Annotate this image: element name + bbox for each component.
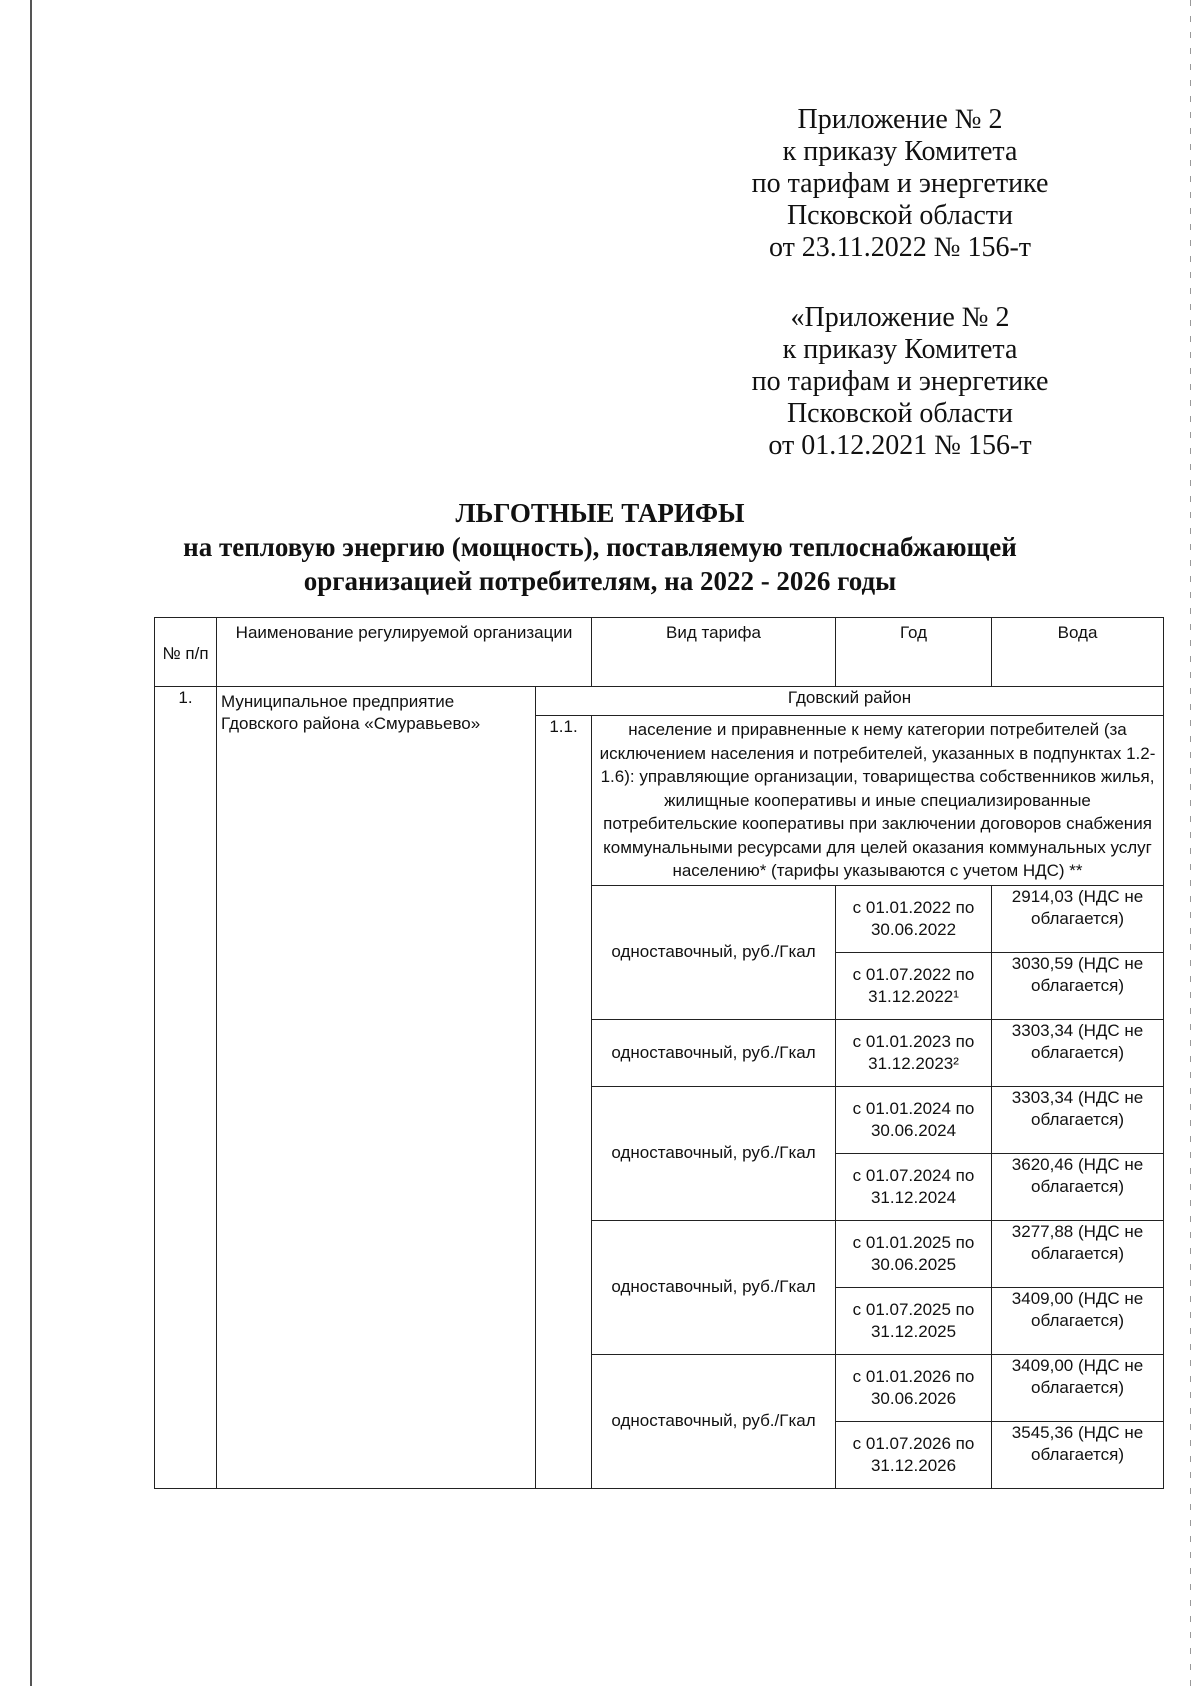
appendix-header-previous — [700, 302, 1100, 462]
water-value-cell: 3409,00 (НДС не облагается) — [992, 1287, 1164, 1354]
sub-row-number: 1.1. — [536, 716, 592, 1489]
column-header-tariff-type: Вид тарифа — [592, 618, 836, 687]
tariff-table — [154, 617, 1164, 1489]
header-line: к приказу Комитета — [782, 334, 1018, 365]
header-line: к приказу Комитета — [782, 136, 1018, 167]
scan-right-edge-line — [1190, 0, 1191, 1686]
water-value-cell: 3620,46 (НДС не облагается) — [992, 1153, 1164, 1220]
column-header-year: Год — [836, 618, 992, 687]
tariff-type-cell: одноставочный, руб./Гкал — [592, 885, 836, 1019]
column-header-water: Вода — [992, 618, 1164, 687]
period-cell: с 01.01.2024 по 30.06.2024 — [836, 1086, 992, 1153]
water-value-cell: 3545,36 (НДС не облагается) — [992, 1421, 1164, 1488]
consumer-category: население и приравненные к нему категории потребителей (за исключением населения и потребителей, указанных в подпунктах 1.2-1.6): управляющие организации, товарищества собственников жилья, жилищные кооперативы и иные специализированные потребительские кооперативы при заключении договоров снабжения коммунальными ресурсами для целей оказания коммунальных услуг населению* (тарифы указываются с учетом НДС) ** — [592, 716, 1164, 886]
column-header-number: № п/п — [155, 618, 217, 687]
row-number: 1. — [155, 687, 217, 1489]
title-line: ЛЬГОТНЫЕ ТАРИФЫ — [455, 498, 745, 528]
header-line: Псковской области — [786, 398, 1014, 429]
column-header-organization: Наименование регулируемой организации — [217, 618, 592, 687]
water-value-cell: 3409,00 (НДС не облагается) — [992, 1354, 1164, 1421]
period-cell: с 01.07.2026 по 31.12.2026 — [836, 1421, 992, 1488]
period-cell: с 01.01.2026 по 30.06.2026 — [836, 1354, 992, 1421]
period-cell: с 01.01.2025 по 30.06.2025 — [836, 1220, 992, 1287]
period-cell: с 01.01.2023 по 31.12.2023² — [836, 1019, 992, 1086]
tariff-type-cell: одноставочный, руб./Гкал — [592, 1019, 836, 1086]
scan-left-edge-line — [30, 0, 32, 1686]
period-cell: с 01.07.2022 по 31.12.2022¹ — [836, 952, 992, 1019]
tariff-type-cell: одноставочный, руб./Гкал — [592, 1354, 836, 1488]
region-name: Гдовский район — [536, 687, 1164, 716]
organization-name: Муниципальное предприятие Гдовского района «Смуравьево» — [217, 687, 536, 1489]
water-value-cell: 3303,34 (НДС не облагается) — [992, 1086, 1164, 1153]
document-title — [100, 496, 1100, 598]
water-value-cell: 3303,34 (НДС не облагается) — [992, 1019, 1164, 1086]
tariff-type-cell: одноставочный, руб./Гкал — [592, 1086, 836, 1220]
period-cell: с 01.07.2025 по 31.12.2025 — [836, 1287, 992, 1354]
header-line: по тарифам и энергетике — [751, 168, 1049, 199]
table-row — [155, 687, 1164, 716]
tariff-type-cell: одноставочный, руб./Гкал — [592, 1220, 836, 1354]
header-line: Приложение № 2 — [797, 104, 1003, 135]
water-value-cell: 3030,59 (НДС не облагается) — [992, 952, 1164, 1019]
title-line: на тепловую энергию (мощность), поставляемую теплоснабжающей — [183, 532, 1017, 562]
title-line: организацией потребителям, на 2022 - 2026 годы — [303, 566, 897, 596]
header-line: по тарифам и энергетике — [751, 366, 1049, 397]
period-cell: с 01.01.2022 по 30.06.2022 — [836, 885, 992, 952]
appendix-header-current — [700, 104, 1100, 264]
header-line: от 23.11.2022 № 156-т — [768, 232, 1032, 263]
water-value-cell: 3277,88 (НДС не облагается) — [992, 1220, 1164, 1287]
table-header-row — [155, 618, 1164, 687]
water-value-cell: 2914,03 (НДС не облагается) — [992, 885, 1164, 952]
header-line: Псковской области — [786, 200, 1014, 231]
header-line: «Приложение № 2 — [790, 302, 1010, 333]
period-cell: с 01.07.2024 по 31.12.2024 — [836, 1153, 992, 1220]
header-line: от 01.12.2021 № 156-т — [768, 430, 1032, 461]
